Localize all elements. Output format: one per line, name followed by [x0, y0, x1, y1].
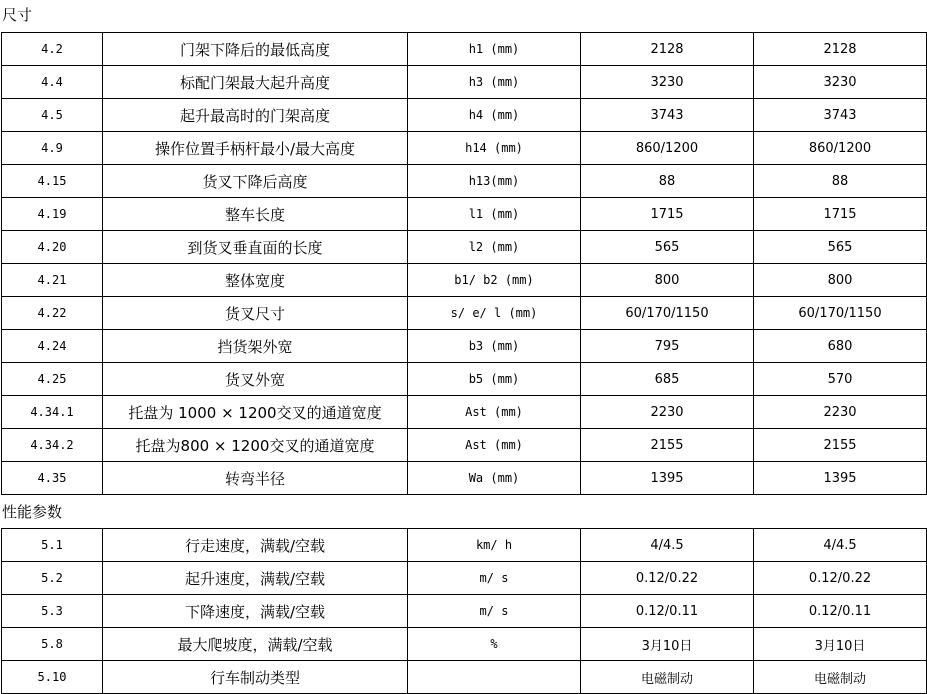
table-row [2, 396, 927, 429]
row-name-cell: 下降速度，满载/空载 [103, 595, 408, 628]
row-code-cell: 4.22 [2, 297, 103, 330]
row-value-1-cell: 2128 [581, 33, 754, 66]
row-code-cell: 4.9 [2, 132, 103, 165]
row-name-cell: 起升最高时的门架高度 [103, 99, 408, 132]
row-code-cell: 5.2 [2, 562, 103, 595]
row-value-2-cell: 3743 [754, 99, 927, 132]
table-row [2, 429, 927, 462]
row-code-cell: 4.35 [2, 462, 103, 495]
row-value-2-cell: 3230 [754, 66, 927, 99]
row-name-cell: 托盘为800 × 1200交叉的通道宽度 [103, 429, 408, 462]
table-row [2, 628, 927, 661]
row-code-cell: 4.15 [2, 165, 103, 198]
row-unit-cell: l1 (mm) [408, 198, 581, 231]
row-unit-cell: b1/ b2 (mm) [408, 264, 581, 297]
section-title-dimensions: 尺寸 [2, 6, 33, 24]
table-row [2, 165, 927, 198]
row-value-2-cell: 800 [754, 264, 927, 297]
row-unit-cell: Wa (mm) [408, 462, 581, 495]
row-value-1-cell: 795 [581, 330, 754, 363]
row-code-cell: 4.25 [2, 363, 103, 396]
table-row [2, 330, 927, 363]
row-value-2-cell: 1395 [754, 462, 927, 495]
row-name-cell: 最大爬坡度，满载/空载 [103, 628, 408, 661]
row-code-cell: 4.19 [2, 198, 103, 231]
performance-table [1, 528, 927, 694]
row-name-cell: 操作位置手柄杆最小/最大高度 [103, 132, 408, 165]
row-value-2-cell: 60/170/1150 [754, 297, 927, 330]
row-unit-cell: m/ s [408, 595, 581, 628]
row-value-1-cell: 3230 [581, 66, 754, 99]
row-unit-cell: h3 (mm) [408, 66, 581, 99]
row-code-cell: 5.3 [2, 595, 103, 628]
row-value-2-cell: 565 [754, 231, 927, 264]
row-unit-cell: m/ s [408, 562, 581, 595]
row-value-2-cell: 电磁制动 [754, 661, 927, 694]
row-value-1-cell: 1715 [581, 198, 754, 231]
row-value-2-cell: 2128 [754, 33, 927, 66]
table-row [2, 661, 927, 694]
row-name-cell: 整车长度 [103, 198, 408, 231]
table-row [2, 562, 927, 595]
row-code-cell: 5.10 [2, 661, 103, 694]
row-name-cell: 整体宽度 [103, 264, 408, 297]
row-code-cell: 4.34.1 [2, 396, 103, 429]
row-value-2-cell: 680 [754, 330, 927, 363]
table-row [2, 462, 927, 495]
dimensions-table [1, 32, 927, 495]
row-value-2-cell: 88 [754, 165, 927, 198]
table-row [2, 99, 927, 132]
row-code-cell: 4.4 [2, 66, 103, 99]
row-code-cell: 4.2 [2, 33, 103, 66]
row-value-1-cell: 2230 [581, 396, 754, 429]
row-value-2-cell: 0.12/0.11 [754, 595, 927, 628]
row-value-2-cell: 1715 [754, 198, 927, 231]
row-name-cell: 挡货架外宽 [103, 330, 408, 363]
row-value-1-cell: 3743 [581, 99, 754, 132]
row-value-1-cell: 电磁制动 [581, 661, 754, 694]
table-row [2, 66, 927, 99]
section-title-performance: 性能参数 [2, 503, 63, 521]
row-code-cell: 4.24 [2, 330, 103, 363]
row-name-cell: 货叉外宽 [103, 363, 408, 396]
row-unit-cell: Ast (mm) [408, 429, 581, 462]
row-unit-cell: l2 (mm) [408, 231, 581, 264]
row-value-2-cell: 570 [754, 363, 927, 396]
table-row [2, 231, 927, 264]
row-name-cell: 转弯半径 [103, 462, 408, 495]
table-row [2, 595, 927, 628]
row-code-cell: 5.1 [2, 529, 103, 562]
table-row [2, 132, 927, 165]
row-value-1-cell: 565 [581, 231, 754, 264]
row-name-cell: 货叉尺寸 [103, 297, 408, 330]
row-unit-cell: h13(mm) [408, 165, 581, 198]
row-value-2-cell: 860/1200 [754, 132, 927, 165]
table-row [2, 297, 927, 330]
row-unit-cell: s/ e/ l (mm) [408, 297, 581, 330]
row-unit-cell: Ast (mm) [408, 396, 581, 429]
table-row [2, 264, 927, 297]
row-value-1-cell: 1395 [581, 462, 754, 495]
row-unit-cell [408, 661, 581, 694]
row-unit-cell: % [408, 628, 581, 661]
row-name-cell: 起升速度，满载/空载 [103, 562, 408, 595]
row-unit-cell: b3 (mm) [408, 330, 581, 363]
table-row [2, 33, 927, 66]
row-value-1-cell: 0.12/0.11 [581, 595, 754, 628]
row-value-2-cell: 2230 [754, 396, 927, 429]
row-value-1-cell: 4/4.5 [581, 529, 754, 562]
row-code-cell: 4.34.2 [2, 429, 103, 462]
table-row [2, 529, 927, 562]
row-value-1-cell: 0.12/0.22 [581, 562, 754, 595]
row-code-cell: 4.20 [2, 231, 103, 264]
row-unit-cell: b5 (mm) [408, 363, 581, 396]
row-unit-cell: km/ h [408, 529, 581, 562]
row-unit-cell: h4 (mm) [408, 99, 581, 132]
row-value-2-cell: 0.12/0.22 [754, 562, 927, 595]
row-code-cell: 4.21 [2, 264, 103, 297]
row-unit-cell: h14 (mm) [408, 132, 581, 165]
row-value-1-cell: 685 [581, 363, 754, 396]
table-row [2, 198, 927, 231]
row-value-1-cell: 88 [581, 165, 754, 198]
row-name-cell: 货叉下降后高度 [103, 165, 408, 198]
row-name-cell: 标配门架最大起升高度 [103, 66, 408, 99]
row-name-cell: 到货叉垂直面的长度 [103, 231, 408, 264]
row-name-cell: 托盘为 1000 × 1200交叉的通道宽度 [103, 396, 408, 429]
row-name-cell: 门架下降后的最低高度 [103, 33, 408, 66]
row-value-1-cell: 2155 [581, 429, 754, 462]
table-row [2, 363, 927, 396]
row-code-cell: 4.5 [2, 99, 103, 132]
row-value-1-cell: 3月10日 [581, 628, 754, 661]
row-value-1-cell: 60/170/1150 [581, 297, 754, 330]
row-unit-cell: h1 (mm) [408, 33, 581, 66]
row-code-cell: 5.8 [2, 628, 103, 661]
row-value-1-cell: 800 [581, 264, 754, 297]
row-value-2-cell: 2155 [754, 429, 927, 462]
row-value-2-cell: 3月10日 [754, 628, 927, 661]
row-value-2-cell: 4/4.5 [754, 529, 927, 562]
row-value-1-cell: 860/1200 [581, 132, 754, 165]
row-name-cell: 行车制动类型 [103, 661, 408, 694]
row-name-cell: 行走速度，满载/空载 [103, 529, 408, 562]
